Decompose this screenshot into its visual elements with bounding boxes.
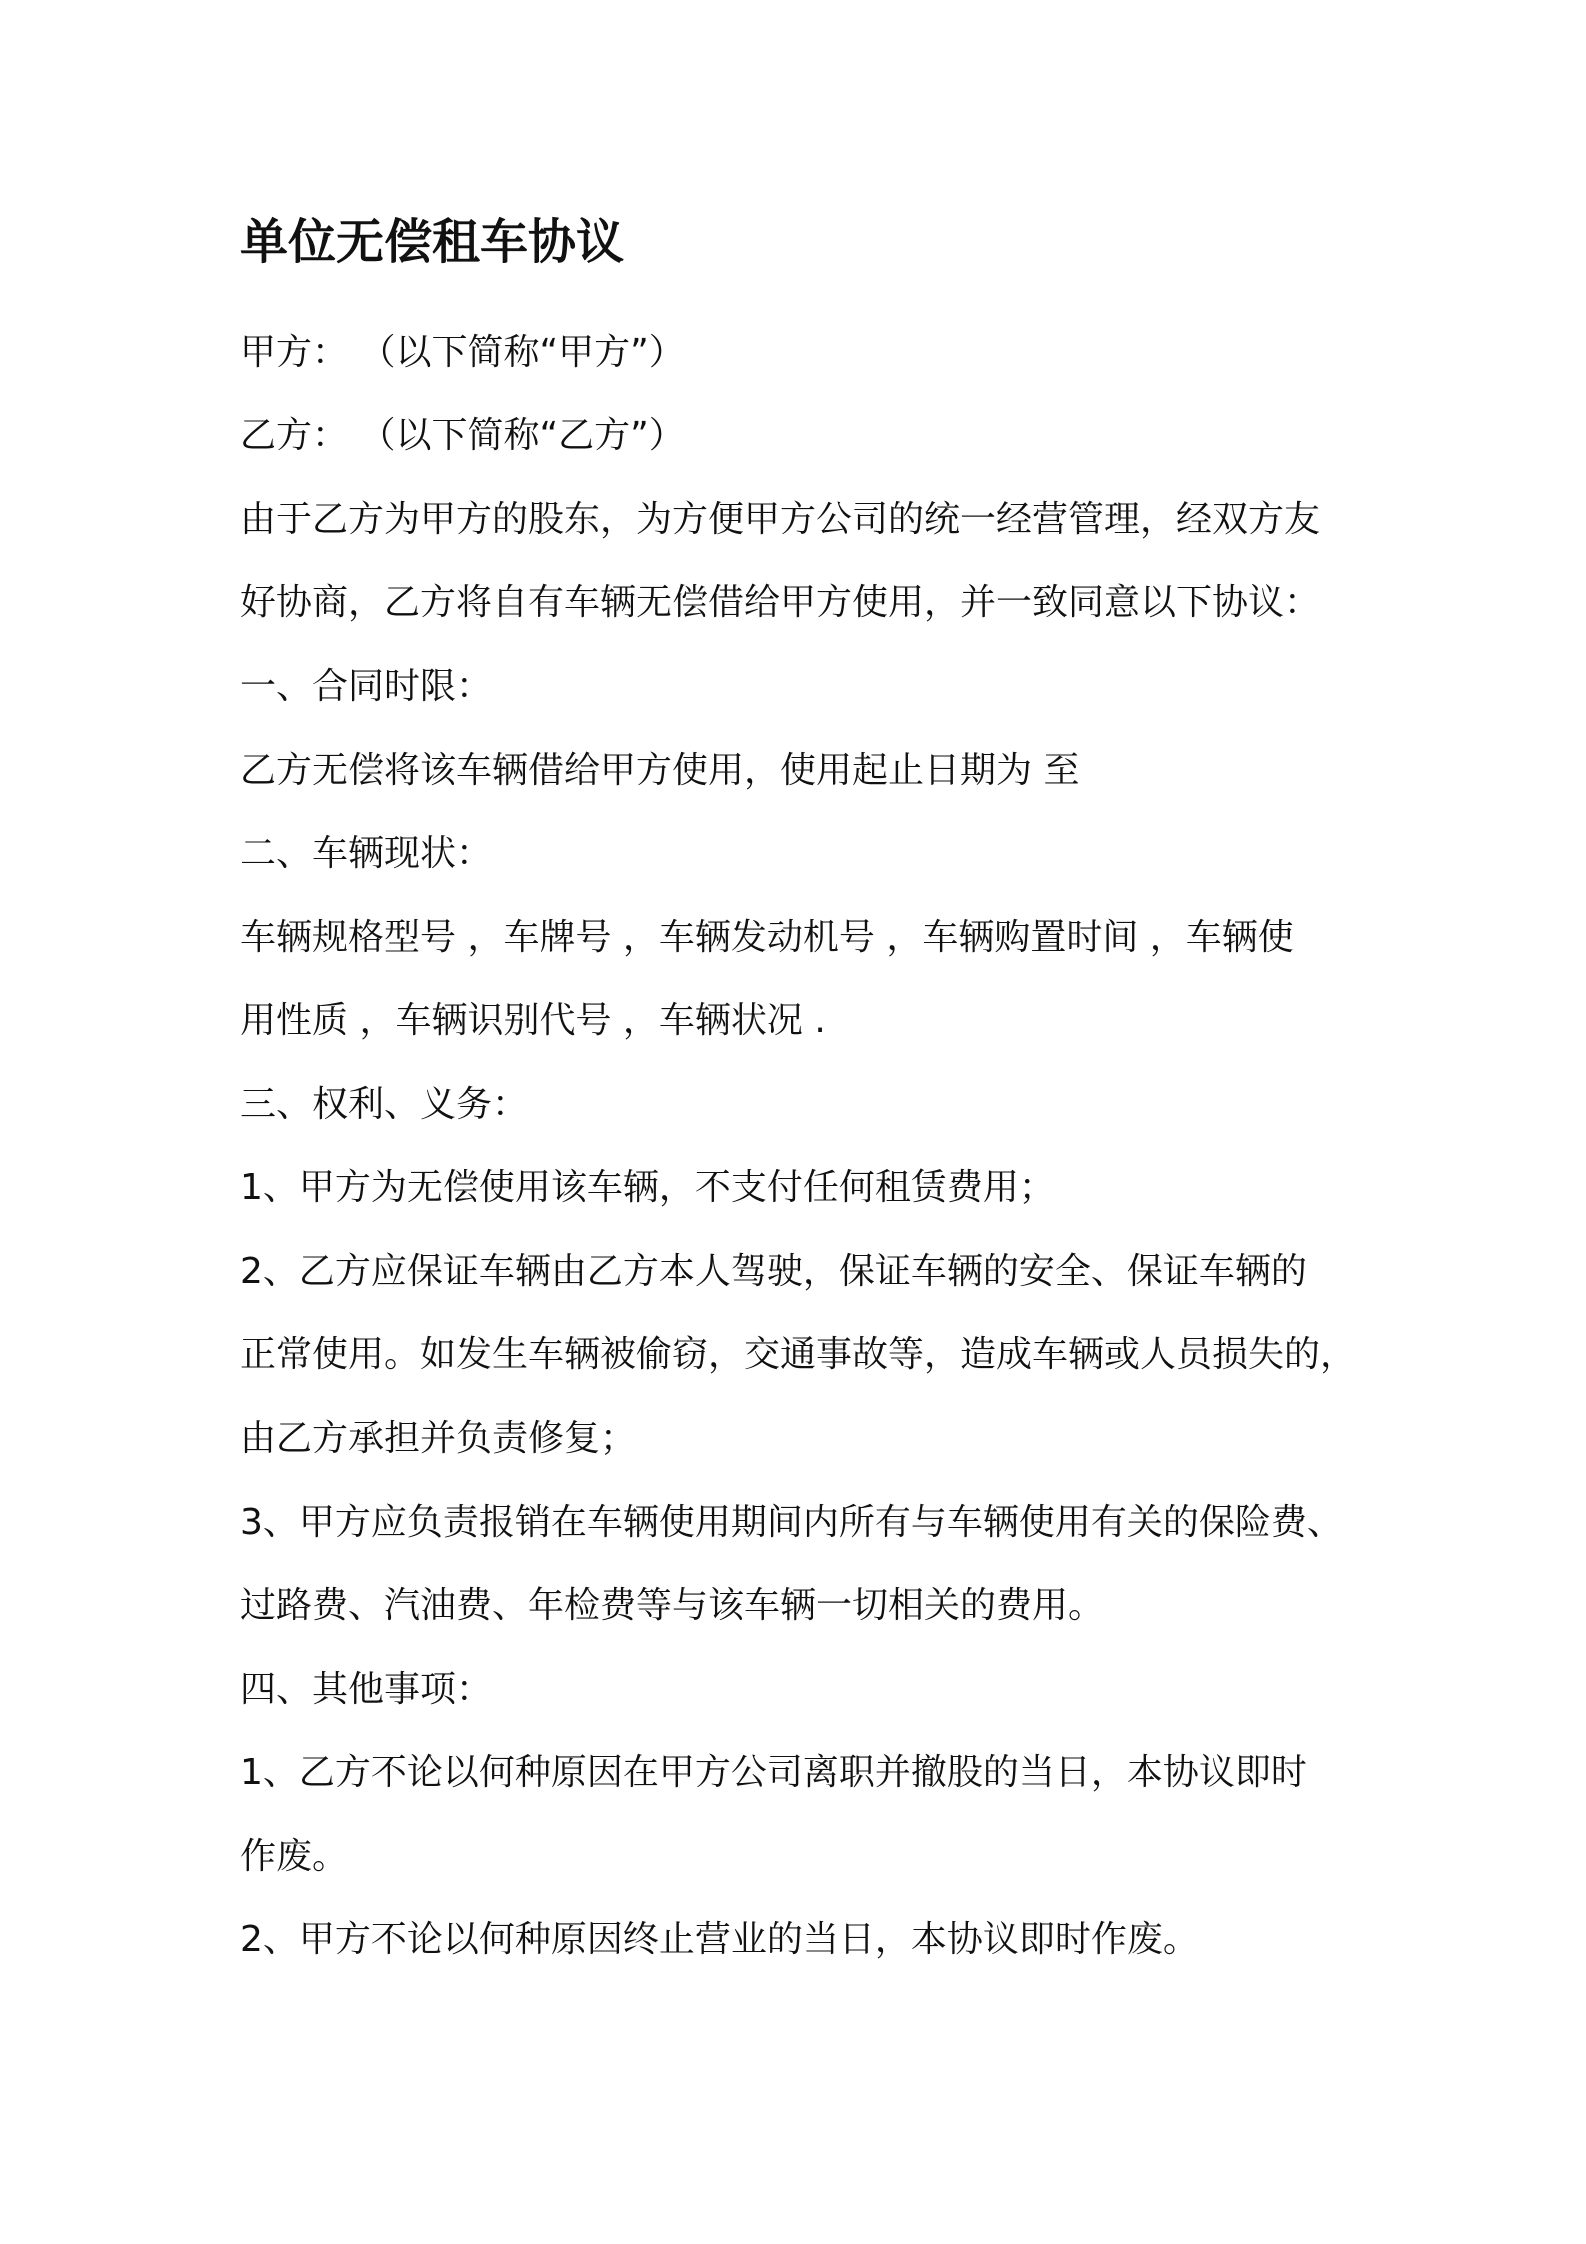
- section-3-item-2-line-2: 正常使用。如发生车辆被偷窃，交通事故等，造成车辆或人员损失的，: [240, 1334, 1357, 1375]
- section-3-item-2-line-3: 由乙方承担并负责修复；: [240, 1418, 637, 1459]
- section-1-heading: 一、合同时限：: [240, 666, 493, 707]
- section-4-heading: 四、其他事项：: [240, 1669, 493, 1710]
- preamble-line-2: 好协商，乙方将自有车辆无偿借给甲方使用，并一致同意以下协议：: [240, 582, 1321, 623]
- section-3-item-2-line-1: 2、乙方应保证车辆由乙方本人驾驶，保证车辆的安全、保证车辆的: [240, 1251, 1307, 1292]
- section-3-heading: 三、权利、义务：: [240, 1084, 529, 1125]
- section-3-item-3-line-2: 过路费、汽油费、年检费等与该车辆一切相关的费用。: [240, 1585, 1105, 1626]
- section-4-item-2: 2、甲方不论以何种原因终止营业的当日，本协议即时作废。: [240, 1919, 1199, 1960]
- preamble-line-1: 由于乙方为甲方的股东，为方便甲方公司的统一经营管理，经双方友: [240, 499, 1321, 540]
- section-4-item-1-line-1: 1、乙方不论以何种原因在甲方公司离职并撤股的当日，本协议即时: [240, 1752, 1307, 1793]
- section-3-item-1: 1、甲方为无偿使用该车辆，不支付任何租赁费用；: [240, 1167, 1055, 1208]
- section-2-heading: 二、车辆现状：: [240, 833, 493, 874]
- section-1-text: 乙方无偿将该车辆借给甲方使用，使用起止日期为 至: [240, 750, 1080, 791]
- section-2-text-line-1: 车辆规格型号 ，车牌号 ，车辆发动机号 ，车辆购置时间 ，车辆使: [240, 917, 1294, 958]
- party-a-line: 甲方： （以下简称“甲方”）: [240, 332, 685, 373]
- document-title: 单位无偿租车协议: [240, 214, 625, 270]
- party-b-line: 乙方： （以下简称“乙方”）: [240, 415, 685, 456]
- section-3-item-3-line-1: 3、甲方应负责报销在车辆使用期间内所有与车辆使用有关的保险费、: [240, 1502, 1343, 1543]
- section-4-item-1-line-2: 作废。: [240, 1836, 349, 1877]
- section-2-text-line-2: 用性质 ，车辆识别代号 ，车辆状况 .: [240, 1000, 826, 1041]
